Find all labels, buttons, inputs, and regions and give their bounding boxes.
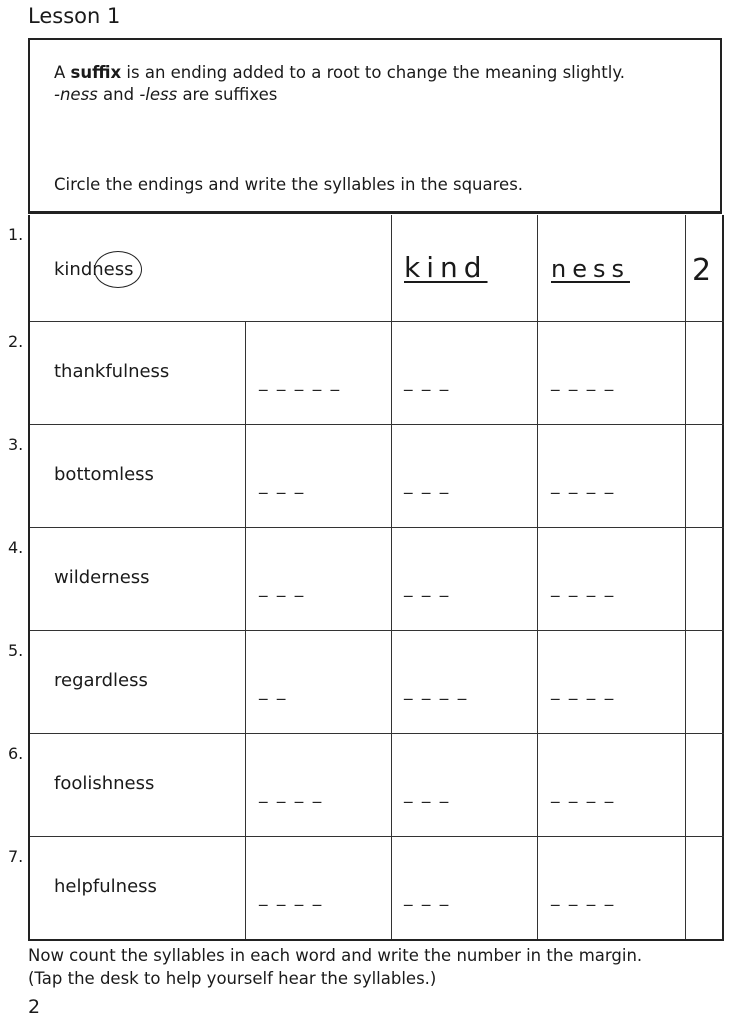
column-divider: [537, 631, 538, 733]
lesson-title: Lesson 1: [28, 4, 121, 28]
syllable-blank-3[interactable]: _ _ _ _: [551, 578, 616, 598]
example-root: kind: [54, 259, 93, 280]
syllable-blank-3[interactable]: _ _ _ _: [551, 784, 616, 804]
column-divider: [537, 734, 538, 836]
column-divider: [245, 631, 246, 733]
suffix-less: -less: [139, 85, 178, 104]
example-ending: ness: [92, 259, 134, 280]
footer-instructions: [28, 944, 642, 990]
column-divider: [685, 425, 686, 527]
example-syllable-count: 2: [692, 253, 712, 288]
table-row: [8, 528, 724, 631]
row-word: foolishness: [54, 773, 155, 794]
row-number: 5.: [8, 641, 24, 660]
column-divider: [685, 734, 686, 836]
column-divider: [391, 837, 392, 939]
row-number: 7.: [8, 847, 24, 866]
column-divider: [685, 322, 686, 424]
column-divider: [537, 425, 538, 527]
row-word: wilderness: [54, 567, 150, 588]
example-syllable-2: ness: [551, 255, 630, 283]
syllable-blank-2[interactable]: _ _ _: [404, 372, 451, 392]
syllable-blank-1[interactable]: _ _ _ _: [259, 887, 324, 907]
column-divider: [245, 734, 246, 836]
are-suffixes-text: are suffixes: [177, 85, 278, 104]
column-divider: [685, 631, 686, 733]
column-divider: [537, 215, 538, 321]
column-divider: [391, 425, 392, 527]
column-divider: [537, 322, 538, 424]
syllable-blank-3[interactable]: _ _ _ _: [551, 681, 616, 701]
row-number: 3.: [8, 435, 24, 454]
example-row: [8, 215, 724, 322]
suffix-ness: -ness: [54, 85, 98, 104]
column-divider: [245, 322, 246, 424]
column-divider: [245, 528, 246, 630]
suffix-examples: [54, 84, 277, 106]
table-row: [8, 631, 724, 734]
column-divider: [685, 528, 686, 630]
syllable-blank-2[interactable]: _ _ _: [404, 475, 451, 495]
and-text: and: [97, 85, 140, 104]
syllable-blank-2[interactable]: _ _ _ _: [404, 681, 469, 701]
row-word: regardless: [54, 670, 148, 691]
row-number: 2.: [8, 332, 24, 351]
column-divider: [685, 215, 686, 321]
suffix-definition: [54, 62, 625, 84]
column-divider: [537, 528, 538, 630]
syllable-table: [8, 215, 724, 941]
row-number: 1.: [8, 225, 24, 244]
page-number: 2: [28, 996, 41, 1018]
column-divider: [245, 837, 246, 939]
table-row: [8, 837, 724, 939]
circle-instruction: Circle the endings and write the syllables in the squares.: [54, 175, 524, 194]
syllable-blank-3[interactable]: _ _ _ _: [551, 887, 616, 907]
syllable-blank-1[interactable]: _ _ _: [259, 578, 306, 598]
definition-text-b: is an ending added to a root to change the meaning slightly.: [121, 63, 625, 82]
syllable-blank-1[interactable]: _ _ _: [259, 475, 306, 495]
column-divider: [391, 215, 392, 321]
ending-circle: [94, 251, 142, 288]
instructions-box: [28, 38, 722, 214]
row-number: 4.: [8, 538, 24, 557]
column-divider: [391, 322, 392, 424]
definition-bold-term: suffix: [70, 63, 122, 82]
row-word: helpfulness: [54, 876, 157, 897]
table-row: [8, 734, 724, 837]
column-divider: [391, 734, 392, 836]
syllable-blank-2[interactable]: _ _ _: [404, 784, 451, 804]
table-row: [8, 322, 724, 425]
syllable-blank-2[interactable]: _ _ _: [404, 578, 451, 598]
row-word: bottomless: [54, 464, 154, 485]
footer-line-1: Now count the syllables in each word and write the number in the margin.: [28, 946, 643, 965]
column-divider: [537, 837, 538, 939]
column-divider: [685, 837, 686, 939]
column-divider: [391, 631, 392, 733]
syllable-blank-3[interactable]: _ _ _ _: [551, 475, 616, 495]
row-word: thankfulness: [54, 361, 170, 382]
syllable-blank-1[interactable]: _ _: [259, 681, 288, 701]
row-number: 6.: [8, 744, 24, 763]
syllable-blank-1[interactable]: _ _ _ _ _: [259, 372, 342, 392]
column-divider: [391, 528, 392, 630]
example-syllable-1: kind: [404, 251, 488, 284]
definition-text-a: A: [54, 63, 71, 82]
syllable-blank-2[interactable]: _ _ _: [404, 887, 451, 907]
table-row: [8, 425, 724, 528]
syllable-blank-3[interactable]: _ _ _ _: [551, 372, 616, 392]
syllable-blank-1[interactable]: _ _ _ _: [259, 784, 324, 804]
column-divider: [245, 425, 246, 527]
footer-line-2: (Tap the desk to help yourself hear the syllables.): [28, 969, 437, 988]
